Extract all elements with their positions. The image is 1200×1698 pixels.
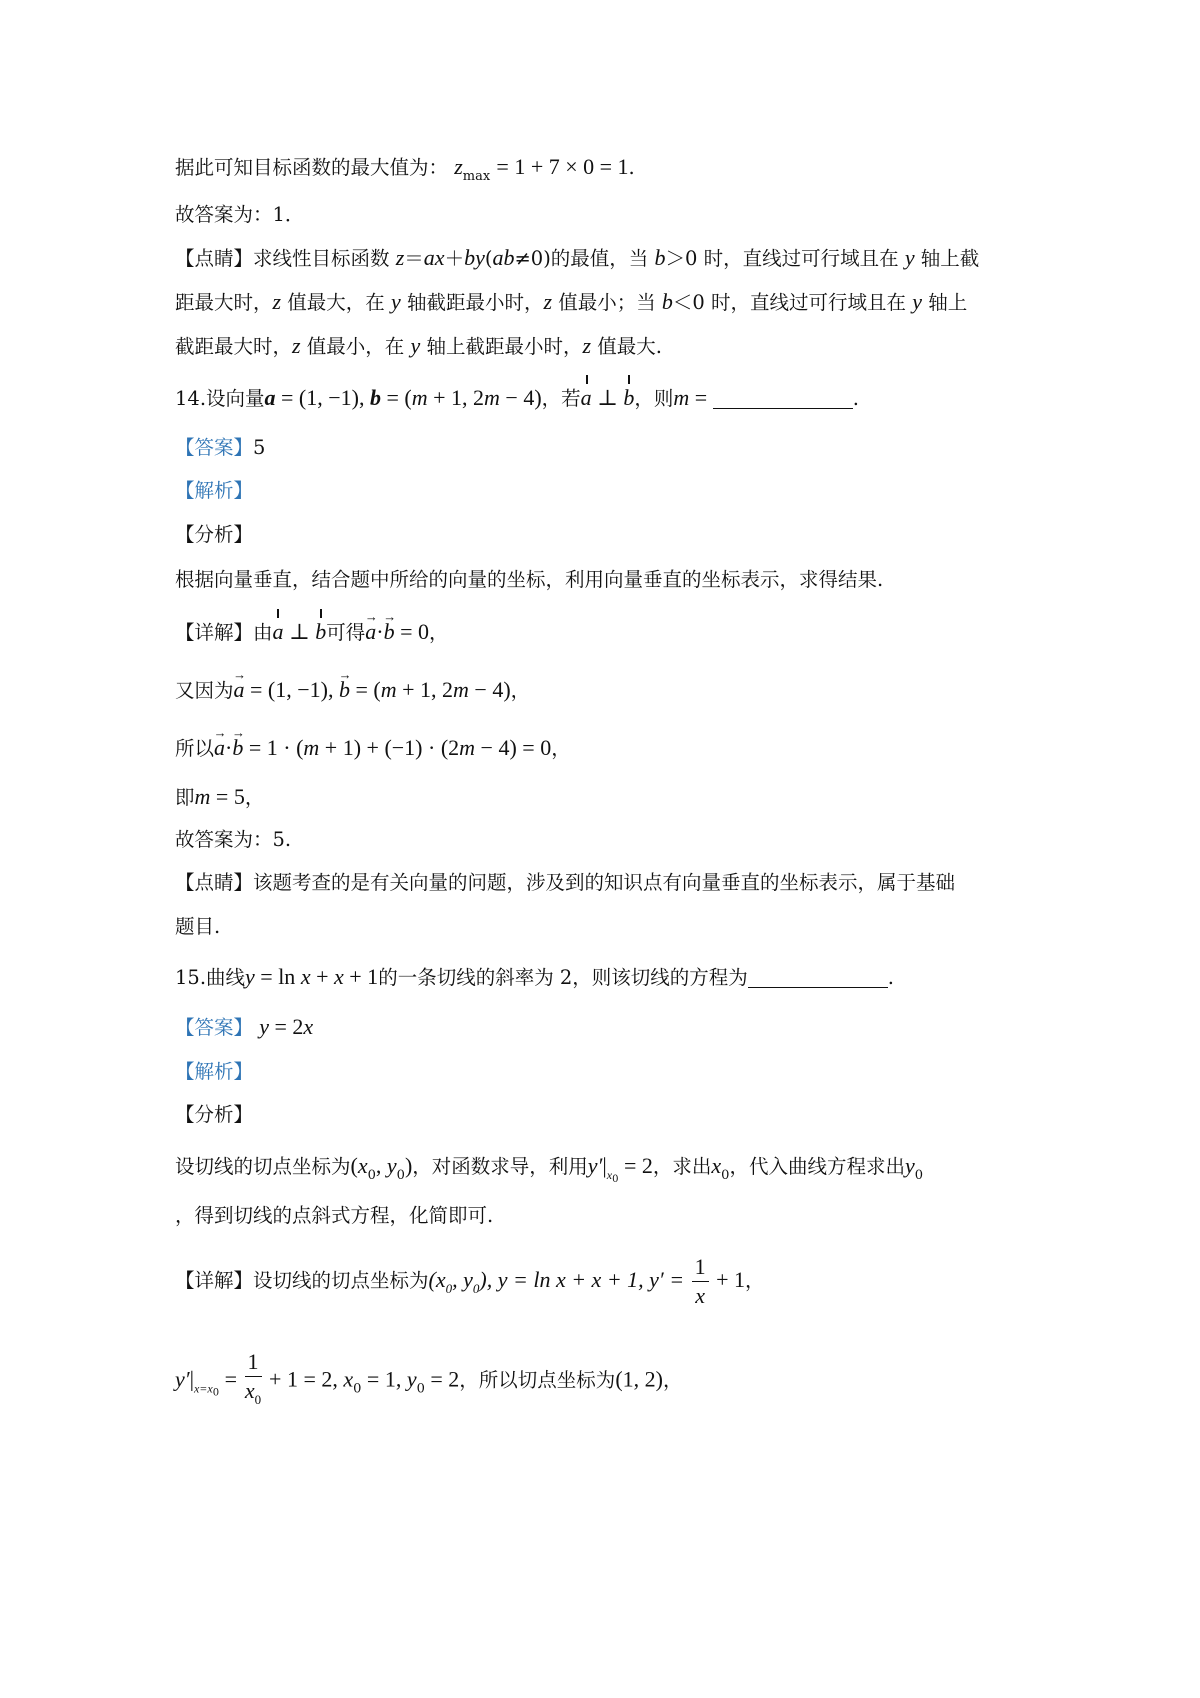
vector-b: → b	[339, 675, 350, 705]
math-var: z	[543, 289, 553, 314]
math-expr: − 4)	[468, 677, 511, 702]
math-var: y	[912, 289, 922, 314]
math-expr: + 1) + (−1) · (2	[319, 735, 460, 760]
text: 由	[253, 621, 273, 644]
question-14	[175, 383, 1050, 414]
text-end: .	[887, 966, 894, 989]
fenxi-tag-2	[175, 1100, 1050, 1130]
math-expr: + 1, 2	[427, 385, 485, 410]
math-expr	[428, 1267, 690, 1296]
math-sub: 0	[396, 1168, 405, 1183]
math-var: m	[453, 677, 469, 702]
math-expr: = (	[349, 677, 381, 702]
math-sub: 0	[914, 1168, 924, 1183]
vector-a: a	[264, 385, 276, 410]
line-dianjing-2	[175, 287, 1050, 318]
math-expr: = 2	[268, 1014, 304, 1039]
text-end: .	[628, 156, 635, 179]
math-sub: 0	[254, 1392, 262, 1407]
math-sub: 0	[353, 1381, 362, 1397]
math-sub: x	[606, 1168, 613, 1182]
text: ＞0 时，直线过可行域且在	[665, 247, 905, 270]
text: 可得	[326, 621, 366, 644]
fenxi-label: 【分析】	[175, 1103, 254, 1126]
vector-a: → a	[365, 617, 376, 647]
math-var: y′	[587, 1153, 603, 1178]
text: ，所以切点坐标为	[459, 1368, 616, 1392]
text: 又因为	[175, 679, 234, 702]
text: 根据向量垂直，结合题中所给的向量的坐标，利用向量垂直的坐标表示，求得结果.	[175, 568, 884, 591]
jiexi-label: 【解析】	[175, 1060, 254, 1083]
math-var: m	[380, 677, 397, 702]
math-var: z	[272, 289, 282, 314]
math-var: y	[410, 333, 421, 358]
text: 值最小；当	[552, 291, 662, 314]
xiangjie-tag: 【详解】	[175, 1269, 254, 1292]
math-expr: (1, 2)	[615, 1366, 663, 1392]
math-expr: = 2	[424, 1366, 460, 1392]
text: 据此可知目标函数的最大值为：	[175, 156, 449, 179]
math-expr: +	[310, 964, 334, 989]
text: 轴上	[922, 291, 968, 314]
step-14-e	[175, 825, 1050, 855]
fraction-numerator: 1	[245, 1348, 262, 1377]
math-expr: + 1, 2	[396, 677, 454, 702]
math-var: y	[390, 289, 401, 314]
question-number: 15.曲线	[175, 966, 246, 989]
math-var: m	[459, 735, 476, 760]
math-expr: − 4)	[499, 385, 542, 410]
math-expr: ,	[375, 1153, 387, 1178]
fenxi-15-a	[175, 1151, 1050, 1195]
step-14-b	[175, 675, 1050, 706]
math-sub: x=x	[193, 1381, 213, 1396]
math-expr: |	[189, 1366, 194, 1392]
answer-15	[175, 1012, 1050, 1043]
math-var: y	[259, 1014, 269, 1039]
vector-b: → b	[384, 617, 395, 647]
math-sub: 0	[472, 1281, 480, 1296]
line-answer-1	[175, 200, 1050, 230]
math-expr: = 1,	[361, 1366, 407, 1392]
math-expr: )	[404, 1153, 413, 1178]
math-var: y	[904, 1153, 915, 1178]
text: 截距最大时，	[175, 335, 293, 358]
text: ，代入曲线方程求出	[729, 1155, 905, 1178]
fenxi-15-b	[175, 1201, 1050, 1231]
math-sub: 0	[612, 1174, 619, 1185]
math-var: x	[334, 964, 344, 989]
math-expr: = (	[380, 385, 412, 410]
step-14-d	[175, 782, 1050, 813]
math-var: y′	[175, 1366, 190, 1392]
text-end: ，	[429, 621, 449, 644]
text: 轴上截距最小时，	[420, 335, 583, 358]
text: (	[484, 247, 493, 270]
vector-a: → a	[234, 675, 245, 705]
dot-symbol: ·	[225, 735, 233, 760]
xiangjie-15	[175, 1253, 1050, 1310]
math-part: (x	[428, 1267, 446, 1292]
text-end: ，	[244, 786, 265, 809]
dianjing-tag: 【点睛】	[175, 871, 254, 894]
fenxi-tag-1	[175, 520, 1050, 550]
text-end: ，	[745, 1269, 765, 1292]
math-var: m	[673, 385, 690, 410]
text: 值最大.	[591, 335, 662, 358]
math-expr: = 1 + 7 × 0 = 1	[496, 154, 629, 179]
math-expr: = (1, −1),	[275, 385, 370, 410]
math-var: z	[454, 154, 463, 179]
text: ，得到切线的点斜式方程，化简即可.	[175, 1204, 494, 1227]
dianjing-14-b	[175, 912, 1050, 942]
math-expr: + 1 = 2,	[263, 1366, 344, 1392]
math-var: m	[303, 735, 320, 760]
answer-value: 5	[253, 436, 266, 459]
answer-tag: 【答案】	[175, 1016, 254, 1039]
math-var: z	[292, 333, 301, 358]
vector-b: b	[623, 383, 634, 413]
math-expr: = 1 · (	[243, 735, 304, 760]
text: ＋	[444, 247, 465, 270]
math-part: ), y = ln x + x + 1, y′ =	[479, 1267, 690, 1292]
text: 故答案为：1．	[175, 203, 305, 226]
math-sub: 0	[416, 1381, 425, 1397]
fraction-numerator: 1	[692, 1253, 709, 1282]
math-var: x	[244, 1378, 255, 1403]
text: 轴上截	[914, 247, 980, 270]
tag: 【点睛】	[175, 247, 254, 270]
math-var: ax	[423, 245, 445, 270]
math-expr: = (1, −1),	[244, 677, 339, 702]
math-sub: 0	[367, 1168, 376, 1183]
math-sub: 0	[445, 1281, 453, 1296]
answer-tag: 【答案】	[175, 436, 254, 459]
math-var: x	[343, 1366, 354, 1392]
jiexi-tag-1	[175, 476, 1050, 506]
text: 值最小，在	[300, 335, 411, 358]
math-var: x	[357, 1153, 368, 1178]
text: 即	[175, 786, 195, 809]
math-var: b	[654, 245, 666, 270]
fraction-denominator: x	[695, 1283, 705, 1308]
math-sub: max	[462, 169, 491, 184]
text: 的一条切线的斜率为 2，则该切线的方程为	[378, 966, 748, 989]
math-expr: = 5	[210, 784, 245, 809]
vector-b: b	[369, 385, 381, 410]
fraction	[692, 1253, 709, 1310]
perp-symbol: ⊥	[591, 385, 624, 410]
text: ，若	[541, 387, 581, 410]
answer-blank[interactable]	[748, 967, 888, 988]
text-end: ，	[551, 737, 571, 760]
text: 题目.	[175, 915, 221, 938]
text: ，求出	[652, 1155, 712, 1178]
line-max-value	[175, 152, 1050, 192]
math-var: m	[411, 385, 428, 410]
text: ，对函数求导，利用	[412, 1155, 588, 1178]
dianjing-14-a	[175, 868, 1050, 898]
jiexi-label: 【解析】	[175, 479, 254, 502]
math-var: y	[904, 245, 915, 270]
fraction	[245, 1348, 262, 1414]
question-number: 14.设向量	[175, 387, 265, 410]
text: 求线性目标函数	[253, 247, 396, 270]
text: 所以	[175, 737, 215, 760]
math-expr: (	[350, 1153, 358, 1178]
jiexi-tag-2	[175, 1057, 1050, 1087]
math-sub: 0	[721, 1168, 730, 1183]
fenxi-label: 【分析】	[175, 523, 254, 546]
vector-a: a	[581, 383, 592, 413]
math-var: b	[661, 289, 673, 314]
dot-symbol: ·	[376, 619, 384, 644]
text: ≠0)的最值，当	[514, 247, 655, 270]
math-var: m	[194, 784, 211, 809]
math-var: z	[395, 245, 405, 270]
fenxi-14-text	[175, 565, 1050, 595]
math-sub: 0	[212, 1387, 220, 1399]
math-expr: |	[602, 1153, 607, 1178]
perp-symbol: ⊥	[283, 619, 316, 644]
text: 值最大，在	[281, 291, 391, 314]
text: 该题考查的是有关向量的问题，涉及到的知识点有向量垂直的坐标表示，属于基础	[253, 871, 956, 894]
math-expr: = 2	[618, 1153, 653, 1178]
math-var: ab	[492, 245, 515, 270]
math-expr: =	[219, 1366, 243, 1392]
step-15-b	[175, 1348, 1050, 1414]
math-var: m	[484, 385, 500, 410]
line-dianjing-1	[175, 243, 1050, 274]
math-var: x	[711, 1153, 722, 1178]
vector-a: a	[273, 617, 284, 647]
text: ，则	[634, 387, 674, 410]
math-var: x	[303, 1014, 314, 1039]
math-var: y	[386, 1153, 397, 1178]
text: 距最大时，	[175, 291, 273, 314]
text: 设切线的切点坐标为	[175, 1155, 351, 1178]
text-end: .	[852, 387, 859, 410]
math-expr: =	[689, 385, 713, 410]
math-expr: − 4) = 0	[475, 735, 552, 760]
text-end: ，	[662, 1368, 683, 1392]
text: ＜0 时，直线过可行域且在	[672, 291, 913, 314]
text: 设切线的切点坐标为	[253, 1269, 429, 1292]
math-part: , y	[452, 1267, 473, 1292]
question-15	[175, 962, 1050, 993]
answer-blank[interactable]	[713, 388, 853, 409]
answer-14	[175, 433, 1050, 463]
text: 故答案为：5.	[175, 828, 292, 851]
fraction-denominator	[245, 1377, 262, 1414]
math-var: y	[406, 1366, 417, 1392]
vector-b: → b	[232, 733, 243, 763]
math-expr: = 0	[394, 619, 429, 644]
vector-a: → a	[214, 733, 225, 763]
xiangjie-tag: 【详解】	[175, 621, 254, 644]
vector-b: b	[315, 617, 326, 647]
math-expr: + 1	[710, 1267, 746, 1292]
math-expr: = ln	[254, 964, 301, 989]
line-dianjing-3	[175, 331, 1050, 362]
step-14-c	[175, 733, 1050, 764]
math-expr: + 1	[343, 964, 379, 989]
xiangjie-14	[175, 617, 1050, 648]
text: ＝	[404, 247, 424, 270]
text-end: ，	[510, 679, 531, 702]
math-var: x	[300, 964, 311, 989]
math-var: y	[245, 964, 255, 989]
math-var: z	[582, 333, 592, 358]
text: 轴截距最小时，	[400, 291, 544, 314]
math-var: by	[464, 245, 485, 270]
